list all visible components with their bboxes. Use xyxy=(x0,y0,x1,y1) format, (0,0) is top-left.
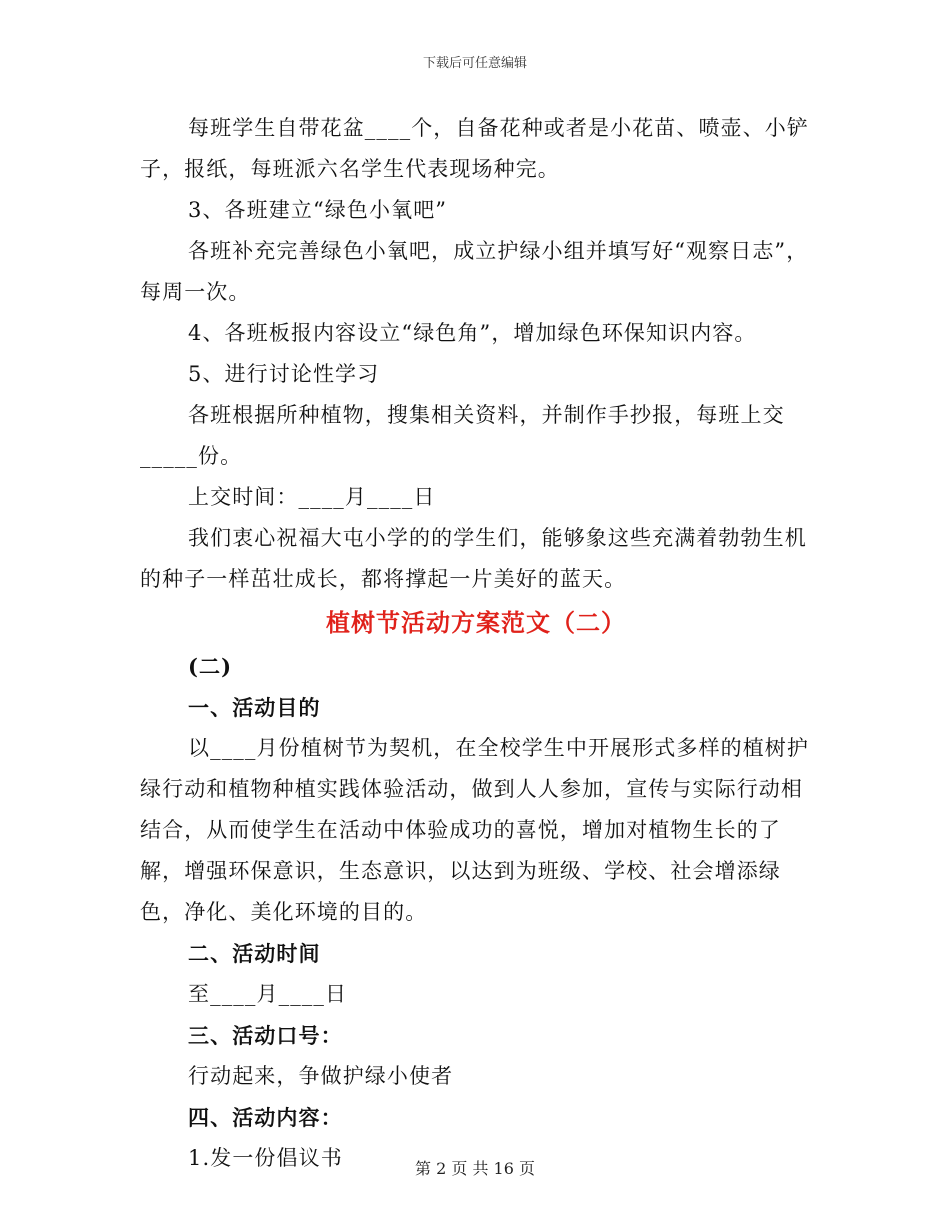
heading-purpose: 一、活动目的 xyxy=(188,695,321,720)
document-body xyxy=(140,108,812,1179)
heading-content: 四、活动内容： xyxy=(188,1105,343,1130)
page-footer: 第 2 页 共 16 页 xyxy=(415,1159,535,1178)
item-5-text: 各班根据所种植物，搜集相关资料，并制作手抄报，每班上交_____份。 xyxy=(140,403,785,468)
submit-time: 上交时间：____月____日 xyxy=(188,485,436,509)
paragraph-purpose: 以____月份植树节为契机，在全校学生中开展形式多样的植树护绿行动和植物种植实践体验活动，做到人人参加，宣传与实际行动相结合，从而使学生在活动中体验成功的喜悦，增加对植物生长的了解，增强环保意识，生态意识，以达到为班级、学校、社会增添绿色，净化、美化环境的目的。 xyxy=(140,736,809,924)
paragraph-content-item-1: 1.发一份倡议书 xyxy=(188,1146,343,1170)
heading-time: 二、活动时间 xyxy=(188,941,321,966)
heading-slogan: 三、活动口号： xyxy=(188,1023,343,1048)
closing-paragraph: 我们衷心祝福大屯小学的的学生们，能够象这些充满着勃勃生机的种子一样茁壮成长，都将撑起一片美好的蓝天。 xyxy=(140,526,807,591)
paragraph-flowerpot: 每班学生自带花盆____个，自备花种或者是小花苗、喷壶、小铲子，报纸，每班派六名学生代表现场种完。 xyxy=(140,116,809,181)
page-header: 下载后可任意编辑 xyxy=(422,56,527,71)
section-subtitle: (二) xyxy=(188,654,233,679)
item-5-heading: 5、进行讨论性学习 xyxy=(188,362,380,386)
paragraph-time: 至____月____日 xyxy=(188,982,348,1006)
item-3-text: 各班补充完善绿色小氧吧，成立护绿小组并填写好“观察日志”，每周一次。 xyxy=(140,239,809,304)
section-title: 植树节活动方案范文（二） xyxy=(326,608,626,637)
item-3-heading: 3、各班建立“绿色小氧吧” xyxy=(188,198,448,222)
paragraph-slogan: 行动起来，争做护绿小使者 xyxy=(188,1064,454,1088)
item-4-heading: 4、各班板报内容设立“绿色角”，增加绿色环保知识内容。 xyxy=(188,321,757,345)
